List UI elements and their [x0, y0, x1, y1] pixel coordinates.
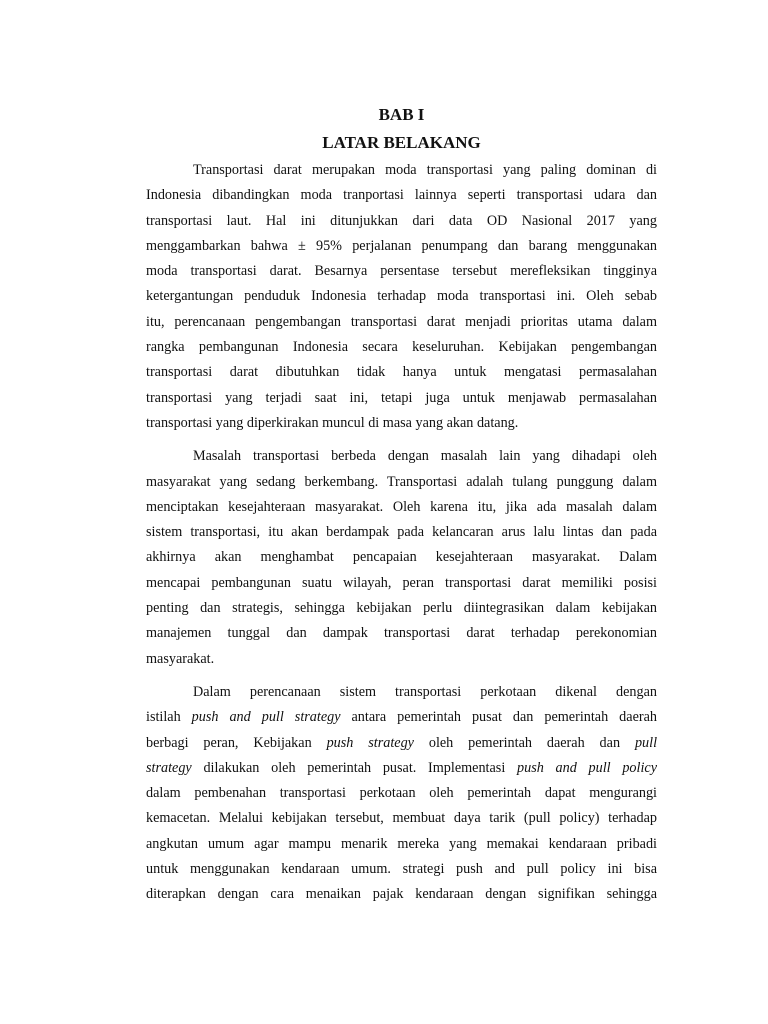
text-run: menggambarkan bahwa ± 95% perjalanan penumpang dan barang menggunakan: [146, 237, 657, 254]
text-line: [146, 335, 657, 360]
text-run: penting dan strategis, sehingga kebijakan perlu diintegrasikan dalam kebijakan: [146, 600, 657, 617]
text-line: [146, 411, 657, 436]
text-run: transportasi laut. Hal ini ditunjukkan dari data OD Nasional 2017 yang: [146, 212, 657, 229]
text-run: dilakukan oleh pemerintah pusat. Implementasi: [191, 759, 517, 776]
text-run: transportasi yang diperkirakan muncul di masa yang akan datang.: [146, 414, 519, 431]
text-run: istilah: [146, 709, 192, 726]
italic-term: push strategy: [326, 734, 414, 751]
italic-term: pull: [634, 734, 658, 751]
text-line: [146, 470, 657, 495]
text-line: [146, 158, 657, 183]
section-title: LATAR BELAKANG: [322, 133, 481, 152]
text-line: [146, 183, 657, 208]
text-run: sistem transportasi, itu akan berdampak pada kelancaran arus lalu lintas dan pada: [146, 524, 657, 541]
italic-term: strategy: [146, 759, 192, 776]
text-run: Indonesia dibandingkan moda tranportasi lainnya seperti transportasi udara dan: [146, 187, 657, 204]
text-line: [146, 857, 657, 882]
text-run: rangka pembangunan Indonesia secara keseluruhan. Kebijakan pengembangan: [146, 339, 657, 356]
italic-term: push and pull policy: [517, 759, 658, 776]
text-line: [146, 596, 657, 621]
text-run: antara pemerintah pusat dan pemerintah daerah: [340, 709, 657, 726]
text-run: oleh pemerintah daerah dan: [413, 734, 635, 751]
text-line: [146, 731, 657, 756]
text-line: [146, 806, 657, 831]
text-run: kemacetan. Melalui kebijakan tersebut, membuat daya tarik (pull policy) terhadap: [146, 810, 657, 827]
text-line: [146, 647, 657, 672]
text-line: [146, 705, 657, 730]
text-run: Masalah transportasi berbeda dengan masalah lain yang dihadapi oleh: [193, 448, 657, 465]
text-run: ketergantungan penduduk Indonesia terhadap moda transportasi ini. Oleh sebab: [146, 288, 657, 305]
text-line: [146, 545, 657, 570]
text-run: angkutan umum agar mampu menarik mereka yang memakai kendaraan pribadi: [146, 835, 657, 852]
text-line: [146, 386, 657, 411]
text-line: [146, 680, 657, 705]
text-run: mencapai pembangunan suatu wilayah, peran transportasi darat memiliki posisi: [146, 574, 657, 591]
text-run: berbagi peran, Kebijakan: [146, 734, 327, 751]
text-line: [146, 832, 657, 857]
paragraph-1: [146, 158, 657, 436]
text-run: untuk menggunakan kendaraan umum. strategi push and pull policy ini bisa: [146, 861, 657, 878]
text-line: [146, 284, 657, 309]
text-run: transportasi yang terjadi saat ini, tetapi juga untuk menjawab permasalahan: [146, 389, 657, 406]
text-run: transportasi darat dibutuhkan tidak hanya untuk mengatasi permasalahan: [146, 364, 657, 381]
text-run: masyarakat.: [146, 650, 215, 667]
text-run: diterapkan dengan cara menaikan pajak kendaraan dengan signifikan sehingga: [146, 886, 657, 903]
text-line: [146, 781, 657, 806]
text-run: akhirnya akan menghambat pencapaian kesejahteraan masyarakat. Dalam: [146, 549, 657, 566]
paragraph-3: [146, 680, 657, 908]
text-line: [146, 621, 657, 646]
text-line: [146, 756, 657, 781]
text-line: [146, 495, 657, 520]
text-run: menciptakan kesejahteraan masyarakat. Oleh karena itu, jika ada masalah dalam: [146, 498, 657, 515]
chapter-heading: BAB I: [378, 105, 425, 124]
text-line: [146, 520, 657, 545]
text-run: moda transportasi darat. Besarnya persentase tersebut merefleksikan tingginya: [146, 263, 657, 280]
italic-term: push and pull strategy: [191, 709, 341, 726]
text-run: masyarakat yang sedang berkembang. Transportasi adalah tulang punggung dalam: [146, 473, 657, 490]
text-run: itu, perencanaan pengembangan transportasi darat menjadi prioritas utama dalam: [146, 313, 657, 330]
text-line: [146, 444, 657, 469]
text-line: [146, 234, 657, 259]
text-run: Transportasi darat merupakan moda transportasi yang paling dominan di: [193, 162, 657, 178]
text-line: [146, 882, 657, 907]
text-line: [146, 259, 657, 284]
text-run: dalam pembenahan transportasi perkotaan oleh pemerintah dapat mengurangi: [146, 785, 657, 802]
text-line: [146, 310, 657, 335]
document-body: [146, 158, 657, 908]
paragraph-2: [146, 444, 657, 672]
text-line: [146, 209, 657, 234]
text-line: [146, 360, 657, 385]
text-line: [146, 571, 657, 596]
text-run: manajemen tunggal dan dampak transportasi darat terhadap perekonomian: [146, 625, 657, 642]
text-run: Dalam perencanaan sistem transportasi perkotaan dikenal dengan: [193, 683, 657, 700]
